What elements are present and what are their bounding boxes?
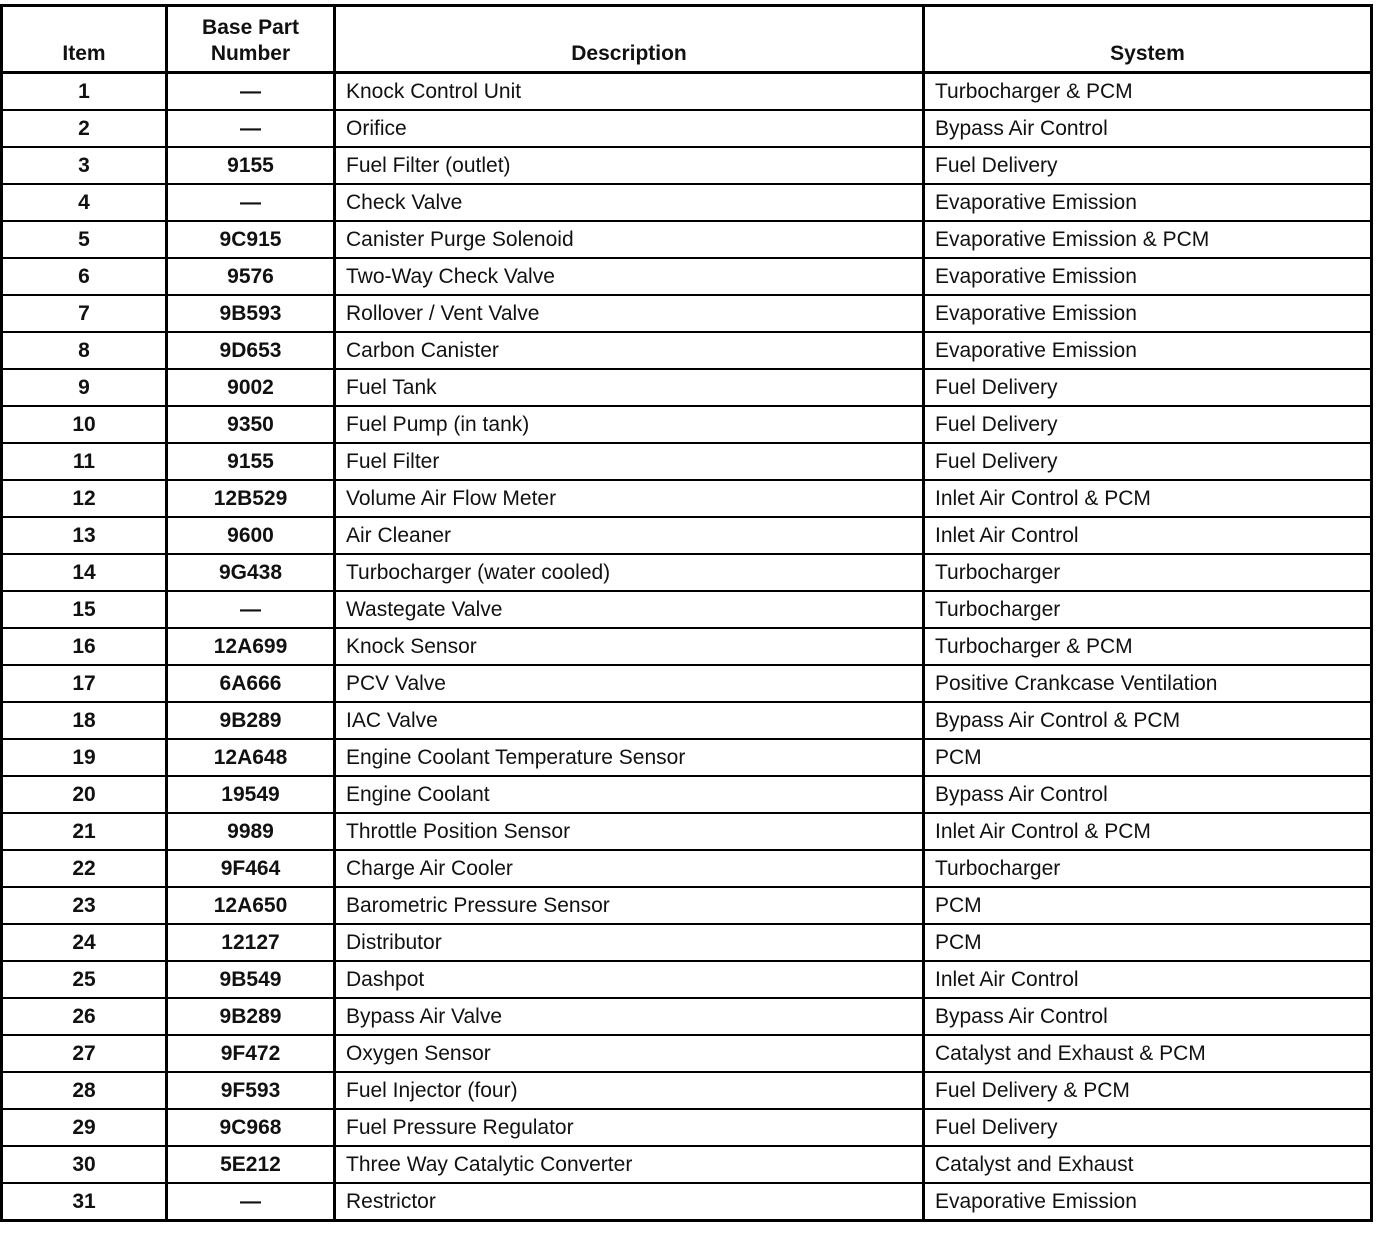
item-cell: 22 [2,850,167,887]
item-cell: 19 [2,739,167,776]
part-number-cell: 12B529 [167,480,335,517]
table-row [2,887,1372,924]
description-cell: Fuel Pressure Regulator [335,1109,924,1146]
part-number-cell: 5E212 [167,1146,335,1183]
table-row [2,813,1372,850]
description-cell: Charge Air Cooler [335,850,924,887]
parts-table [0,4,1373,1222]
table-row [2,258,1372,295]
part-number-cell: 9G438 [167,554,335,591]
part-number-cell: 9B593 [167,295,335,332]
part-number-cell: 9155 [167,147,335,184]
item-cell: 26 [2,998,167,1035]
table-row [2,1035,1372,1072]
item-cell: 2 [2,110,167,147]
part-number-cell: 9B289 [167,998,335,1035]
item-cell: 10 [2,406,167,443]
description-cell: Rollover / Vent Valve [335,295,924,332]
item-cell: 6 [2,258,167,295]
system-cell: Fuel Delivery & PCM [924,1072,1372,1109]
description-cell: Barometric Pressure Sensor [335,887,924,924]
item-cell: 17 [2,665,167,702]
item-cell: 7 [2,295,167,332]
item-cell: 21 [2,813,167,850]
part-number-cell: 9B289 [167,702,335,739]
table-row [2,1072,1372,1109]
part-number-cell: — [167,1183,335,1221]
description-cell: Knock Control Unit [335,73,924,111]
table-row [2,443,1372,480]
description-cell: Bypass Air Valve [335,998,924,1035]
item-cell: 4 [2,184,167,221]
part-number-cell: 9C968 [167,1109,335,1146]
table-row [2,739,1372,776]
table-row [2,147,1372,184]
system-cell: Turbocharger & PCM [924,628,1372,665]
system-cell: Fuel Delivery [924,369,1372,406]
description-cell: Throttle Position Sensor [335,813,924,850]
header-part-line1: Base Part [202,16,299,39]
description-cell: Oxygen Sensor [335,1035,924,1072]
description-cell: IAC Valve [335,702,924,739]
table-row [2,332,1372,369]
part-number-cell: 12A650 [167,887,335,924]
part-number-cell: 9B549 [167,961,335,998]
system-cell: Bypass Air Control & PCM [924,702,1372,739]
item-cell: 29 [2,1109,167,1146]
description-cell: PCV Valve [335,665,924,702]
description-cell: Fuel Filter (outlet) [335,147,924,184]
item-cell: 23 [2,887,167,924]
system-cell: Bypass Air Control [924,776,1372,813]
table-row [2,961,1372,998]
system-cell: Bypass Air Control [924,998,1372,1035]
table-row [2,628,1372,665]
header-system: System [924,6,1372,73]
description-cell: Wastegate Valve [335,591,924,628]
description-cell: Distributor [335,924,924,961]
system-cell: Inlet Air Control & PCM [924,480,1372,517]
system-cell: Turbocharger [924,554,1372,591]
part-number-cell: 9F593 [167,1072,335,1109]
system-cell: Inlet Air Control [924,961,1372,998]
system-cell: Evaporative Emission [924,332,1372,369]
description-cell: Engine Coolant Temperature Sensor [335,739,924,776]
table-row [2,702,1372,739]
table-row [2,1109,1372,1146]
system-cell: Bypass Air Control [924,110,1372,147]
table-row [2,665,1372,702]
system-cell: PCM [924,739,1372,776]
header-description: Description [335,6,924,73]
system-cell: Catalyst and Exhaust & PCM [924,1035,1372,1072]
system-cell: Evaporative Emission [924,295,1372,332]
item-cell: 24 [2,924,167,961]
system-cell: Turbocharger & PCM [924,73,1372,111]
item-cell: 20 [2,776,167,813]
table-row [2,591,1372,628]
item-cell: 30 [2,1146,167,1183]
table-row [2,73,1372,111]
part-number-cell: 12127 [167,924,335,961]
system-cell: Evaporative Emission [924,184,1372,221]
description-cell: Two-Way Check Valve [335,258,924,295]
part-number-cell: — [167,184,335,221]
description-cell: Canister Purge Solenoid [335,221,924,258]
item-cell: 12 [2,480,167,517]
item-cell: 27 [2,1035,167,1072]
part-number-cell: 9C915 [167,221,335,258]
table-row [2,480,1372,517]
item-cell: 28 [2,1072,167,1109]
description-cell: Fuel Pump (in tank) [335,406,924,443]
part-number-cell: 9576 [167,258,335,295]
system-cell: Fuel Delivery [924,406,1372,443]
part-number-cell: 6A666 [167,665,335,702]
description-cell: Air Cleaner [335,517,924,554]
item-cell: 5 [2,221,167,258]
part-number-cell: 9F472 [167,1035,335,1072]
table-row [2,1183,1372,1221]
table-row [2,924,1372,961]
part-number-cell: — [167,591,335,628]
description-cell: Fuel Filter [335,443,924,480]
description-cell: Dashpot [335,961,924,998]
table-body [2,73,1372,1221]
item-cell: 1 [2,73,167,111]
description-cell: Carbon Canister [335,332,924,369]
item-cell: 18 [2,702,167,739]
table-row [2,295,1372,332]
description-cell: Three Way Catalytic Converter [335,1146,924,1183]
system-cell: Inlet Air Control [924,517,1372,554]
table-row [2,850,1372,887]
item-cell: 25 [2,961,167,998]
system-cell: PCM [924,924,1372,961]
system-cell: Evaporative Emission & PCM [924,221,1372,258]
table-row [2,184,1372,221]
item-cell: 15 [2,591,167,628]
part-number-cell: 9F464 [167,850,335,887]
part-number-cell: 12A648 [167,739,335,776]
item-cell: 13 [2,517,167,554]
header-part-line2: Number [210,42,291,65]
description-cell: Orifice [335,110,924,147]
table-row [2,998,1372,1035]
item-cell: 9 [2,369,167,406]
table-header-row [2,6,1372,73]
system-cell: Fuel Delivery [924,1109,1372,1146]
system-cell: Inlet Air Control & PCM [924,813,1372,850]
header-base-part-number [167,6,335,73]
part-number-cell: 12A699 [167,628,335,665]
table-row [2,221,1372,258]
description-cell: Fuel Injector (four) [335,1072,924,1109]
table-row [2,406,1372,443]
item-cell: 11 [2,443,167,480]
table-row [2,369,1372,406]
table-row [2,554,1372,591]
description-cell: Volume Air Flow Meter [335,480,924,517]
part-number-cell: 9D653 [167,332,335,369]
system-cell: Fuel Delivery [924,443,1372,480]
system-cell: Positive Crankcase Ventilation [924,665,1372,702]
table-row [2,1146,1372,1183]
description-cell: Turbocharger (water cooled) [335,554,924,591]
part-number-cell: 9989 [167,813,335,850]
part-number-cell: — [167,110,335,147]
header-item: Item [2,6,167,73]
part-number-cell: 9155 [167,443,335,480]
description-cell: Engine Coolant [335,776,924,813]
part-number-cell: 9600 [167,517,335,554]
table-row [2,776,1372,813]
description-cell: Check Valve [335,184,924,221]
description-cell: Restrictor [335,1183,924,1221]
system-cell: Turbocharger [924,850,1372,887]
system-cell: Evaporative Emission [924,1183,1372,1221]
item-cell: 14 [2,554,167,591]
description-cell: Knock Sensor [335,628,924,665]
system-cell: Fuel Delivery [924,147,1372,184]
system-cell: Turbocharger [924,591,1372,628]
item-cell: 8 [2,332,167,369]
part-number-cell: 9350 [167,406,335,443]
item-cell: 31 [2,1183,167,1221]
item-cell: 16 [2,628,167,665]
system-cell: Catalyst and Exhaust [924,1146,1372,1183]
part-number-cell: 9002 [167,369,335,406]
description-cell: Fuel Tank [335,369,924,406]
table-row [2,517,1372,554]
table-row [2,110,1372,147]
system-cell: PCM [924,887,1372,924]
part-number-cell: 19549 [167,776,335,813]
item-cell: 3 [2,147,167,184]
part-number-cell: — [167,73,335,111]
system-cell: Evaporative Emission [924,258,1372,295]
